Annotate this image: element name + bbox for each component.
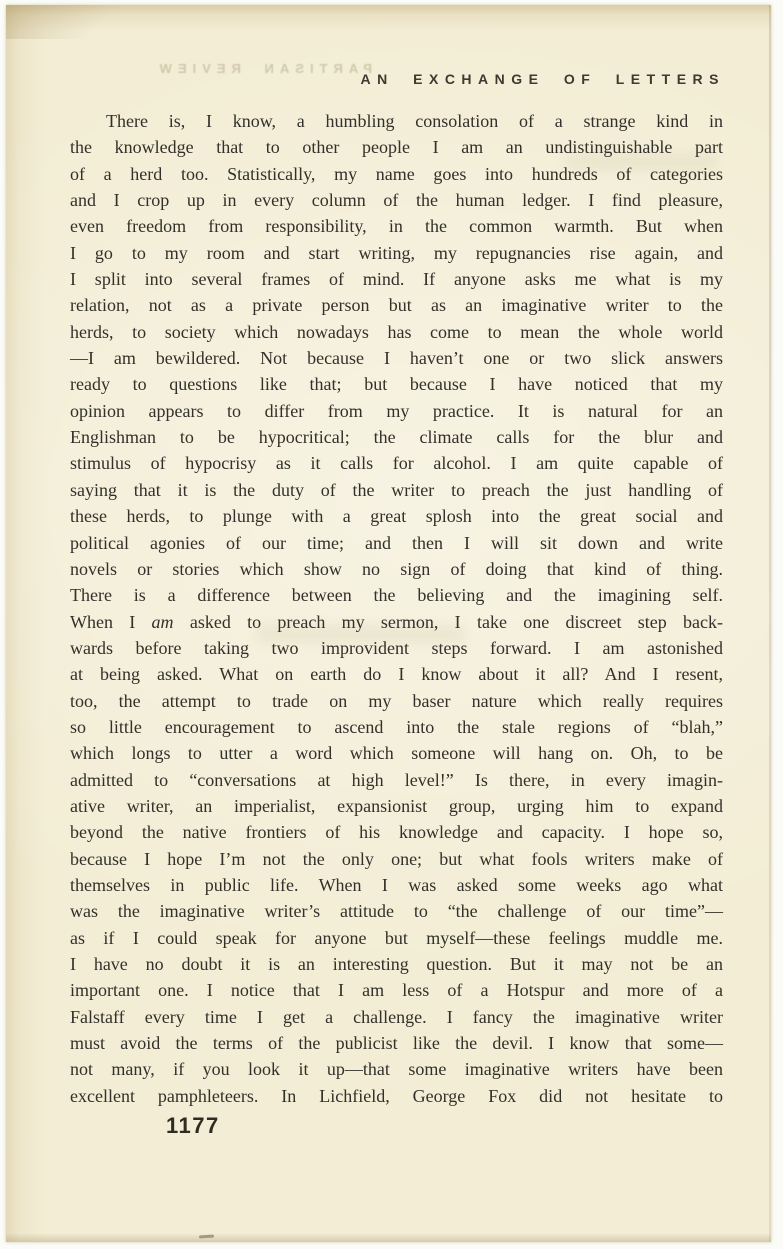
- body-line: of a herd too. Statistically, my name goes into hundreds of categories: [70, 163, 723, 184]
- body-line: saying that it is the duty of the writer to preach the just handling of: [70, 479, 723, 500]
- body-line: the knowledge that to other people I am an undistinguishable part: [70, 137, 723, 158]
- page-number: 1177: [166, 1113, 220, 1138]
- body-line: so little encouragement to ascend into the stale regions of “blah,”: [70, 716, 723, 737]
- body-line: relation, not as a private person but as an imaginative writer to the: [70, 295, 723, 316]
- showthrough-header: PARTISAN REVIEW: [153, 61, 372, 76]
- body-line: ready to questions like that; but because I have noticed that my: [70, 374, 723, 395]
- body-line: opinion appears to differ from my practice. It is natural for an: [70, 400, 723, 421]
- body-line: must avoid the terms of the publicist like the devil. I know that some—: [70, 1033, 723, 1054]
- body-line: I have no doubt it is an interesting question. But it may not be an: [70, 954, 723, 974]
- body-line: When I am asked to preach my sermon, I take one discreet step back-: [70, 611, 723, 632]
- body-line: herds, to society which nowadays has come to mean the whole world: [70, 321, 723, 342]
- book-page: [6, 5, 771, 1242]
- body-line: even freedom from responsibility, in the common warmth. But when: [70, 216, 723, 237]
- body-line: There is, I know, a humbling consolation of a strange kind in: [106, 111, 723, 131]
- body-line: themselves in public life. When I was asked some weeks ago what: [70, 874, 723, 895]
- body-line: stimulus of hypocrisy as it calls for alcohol. I am quite capable of: [70, 453, 723, 474]
- body-line: novels or stories which show no sign of doing that kind of thing.: [70, 558, 723, 579]
- body-line: at being asked. What on earth do I know about it all? And I resent,: [70, 664, 723, 685]
- page-right-edge: [769, 5, 771, 1242]
- body-line: which longs to utter a word which someone will hang on. Oh, to be: [70, 743, 723, 764]
- page-corner-shade: [6, 5, 126, 39]
- body-line: Englishman to be hypocritical; the climate calls for the blur and: [70, 427, 723, 448]
- page-bottom-edge: [6, 1233, 771, 1242]
- body-line: admitted to “conversations at high level!” Is there, in every imagin-: [70, 769, 723, 790]
- body-line: important one. I notice that I am less of a Hotspur and more of a: [70, 980, 723, 1001]
- body-line: political agonies of our time; and then I will sit down and write: [70, 532, 723, 553]
- body-line: There is a difference between the believing and the imagining self.: [70, 585, 723, 606]
- body-line: too, the attempt to trade on my baser nature which really requires: [70, 690, 723, 711]
- body-line: ative writer, an imperialist, expansionist group, urging him to expand: [70, 795, 723, 816]
- body-text: [70, 108, 723, 1109]
- body-line: —I am bewildered. Not because I haven’t one or two slick answers: [70, 348, 723, 369]
- body-line: because I hope I’m not the only one; but what fools writers make of: [70, 848, 723, 869]
- body-line: I split into several frames of mind. If anyone asks me what is my: [70, 269, 723, 290]
- body-line: and I crop up in every column of the human ledger. I find pleasure,: [70, 190, 723, 211]
- body-line: wards before taking two improvident steps forward. I am astonished: [70, 637, 723, 658]
- body-line: these herds, to plunge with a great splosh into the great social and: [70, 506, 723, 527]
- running-header: AN EXCHANGE OF LETTERS: [360, 71, 725, 87]
- body-line: not many, if you look it up—that some imaginative writers have been: [70, 1059, 723, 1080]
- body-line: beyond the native frontiers of his knowledge and capacity. I hope so,: [70, 822, 723, 843]
- body-line: as if I could speak for anyone but myself—these feelings muddle me.: [70, 927, 723, 948]
- body-line: excellent pamphleteers. In Lichfield, George Fox did not hesitate to: [70, 1085, 723, 1106]
- body-line: was the imaginative writer’s attitude to “the challenge of our time”—: [70, 901, 723, 922]
- body-line: Falstaff every time I get a challenge. I fancy the imaginative writer: [70, 1006, 723, 1027]
- body-line: I go to my room and start writing, my repugnancies rise again, and: [70, 242, 723, 263]
